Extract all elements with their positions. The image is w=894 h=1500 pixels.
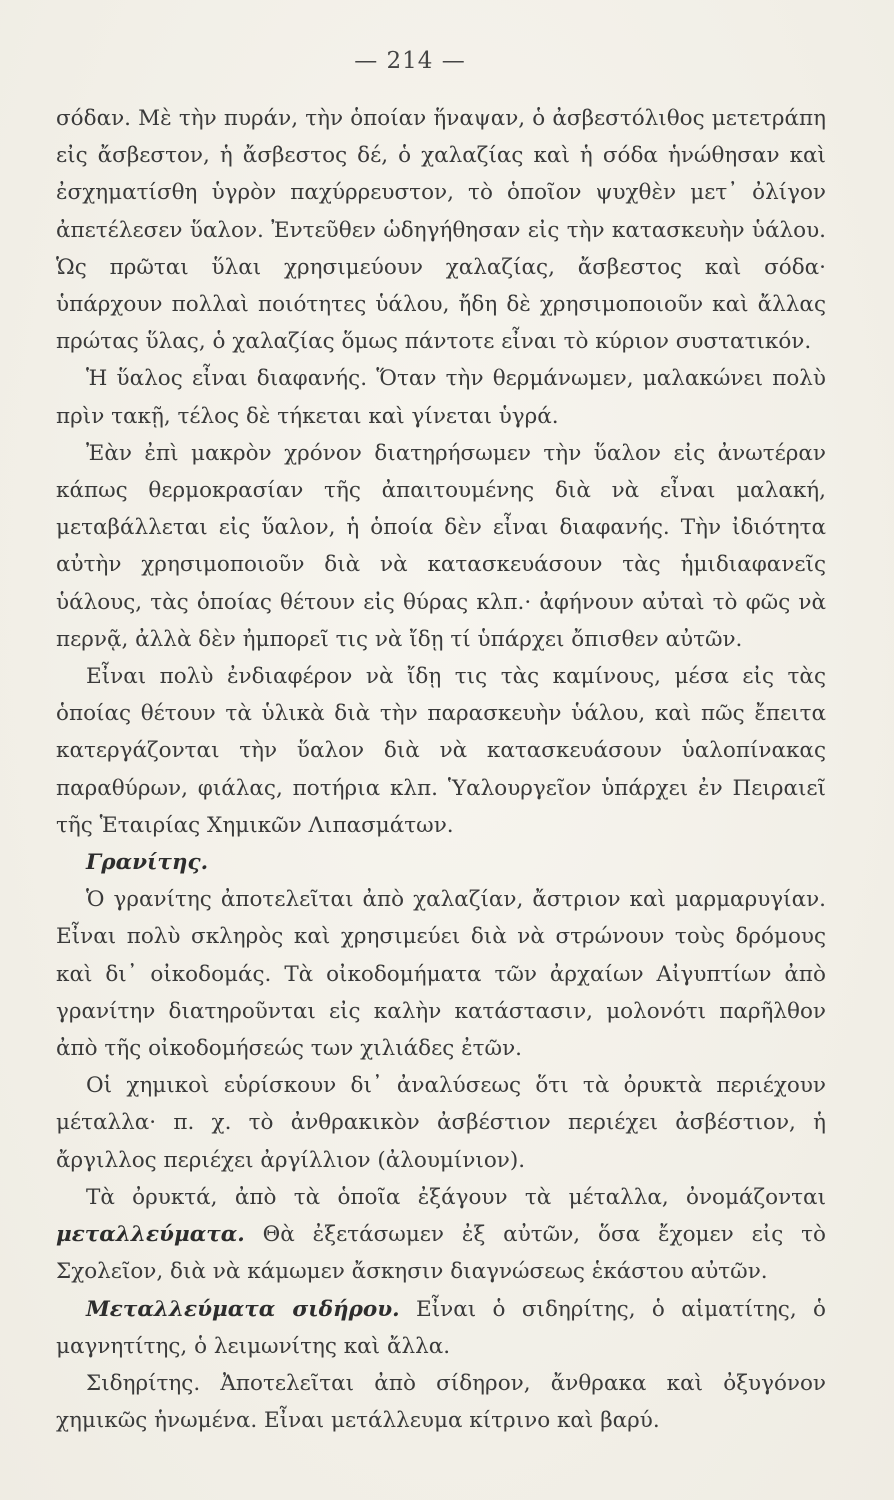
term-iron-ores: Μεταλλεύματα σιδήρου. — [86, 1296, 400, 1322]
paragraph-translucent-glass: Ἐὰν ἐπὶ μακρὸν χρόνον διατηρήσωμεν τὴν ὕαλον εἰς ἀνωτέραν κάπως θερμοκρασίαν τῆς ἀπαιτουμένης διὰ νὰ εἶναι μαλακή, μεταβάλλεται εἰς ὕαλον, ἡ ὁποία δὲν εἶναι διαφανής. Τὴν ἰδιότητα αὐτὴν χρησιμοποιοῦν διὰ νὰ κατασκευάσουν τὰς ἡμιδιαφανεῖς ὑάλους, τὰς ὁποίας θέτουν εἰς θύρας κλπ.· ἀφήνουν αὐταὶ τὸ φῶς νὰ περνᾷ, ἀλλὰ δὲν ἠμπορεῖ τις νὰ ἴδῃ τί ὑπάρχει ὄπισθεν αὐτῶν. — [56, 440, 826, 652]
page-number: — 214 — — [354, 48, 466, 74]
section-heading-granite: Γρανίτης. — [86, 850, 209, 876]
ores-intro: Τὰ ὀρυκτά, ἀπὸ τὰ ὁποῖα ἐξάγουν τὰ μέταλλα, ὀνομάζονται — [86, 1184, 826, 1210]
paragraph-granite: Ὁ γρανίτης ἀποτελεῖται ἀπὸ χαλαζίαν, ἄστριον καὶ μαρμαρυγίαν. Εἶναι πολὺ σκληρὸς καὶ χρησιμεύει διὰ νὰ στρώνουν τοὺς δρόμους καὶ δι᾿ οἰκοδομάς. Τὰ οἰκοδομήματα τῶν ἀρχαίων Αἰγυπτίων ἀπὸ γρανίτην διατηροῦνται εἰς καλὴν κατάστασιν, μολονότι παρῆλθον ἀπὸ τῆς οἰκοδομήσεώς των χιλιάδες ἐτῶν. — [56, 887, 826, 1062]
paragraph-glass-origin: σόδαν. Μὲ τὴν πυράν, τὴν ὁποίαν ἥναψαν, ὁ ἀσβεστόλιθος μετετράπη εἰς ἄσβεστον, ἡ ἄσβεστος δέ, ὁ χαλαζίας καὶ ἡ σόδα ἡνώθησαν καὶ ἐσχηματίσθη ὑγρὸν παχύρρευστον, τὸ ὁποῖον ψυχθὲν μετ᾿ ὀλίγον ἀπετέλεσεν ὕαλον. Ἐντεῦθεν ὡδηγήθησαν εἰς τὴν κατασκευὴν ὑάλου. Ὡς πρῶται ὕλαι χρησιμεύουν χαλαζίας, ἄσβεστος καὶ σόδα· ὑπάρχουν πολλαὶ ποιότητες ὑάλου, ἤδη δὲ χρησιμοποιοῦν καὶ ἄλλας πρώτας ὕλας, ὁ χαλαζίας ὅμως πάντοτε εἶναι τὸ κύριον συστατικόν. — [56, 106, 826, 355]
iron-ores-rest: Εἶναι ὁ σιδηρίτης, ὁ αἱματίτης, ὁ μαγνητίτης, ὁ λειμωνίτης καὶ ἄλλα. — [56, 1296, 826, 1359]
paragraph-minerals-metals: Οἱ χημικοὶ εὑρίσκουν δι᾿ ἀναλύσεως ὅτι τὰ ὀρυκτὰ περιέχουν μέταλλα· π. χ. τὸ ἀνθρακικὸν ἀσβέστιον περιέχει ἀσβέστιον, ἡ ἄργιλλος περιέχει ἀργίλλιον (ἀλουμίνιον). — [56, 1073, 826, 1173]
ores-rest: Θὰ ἐξετάσωμεν ἐξ αὐτῶν, ὅσα ἔχομεν εἰς τὸ Σχολεῖον, διὰ νὰ κάμωμεν ἄσκησιν διαγνώσεως ἑκάστου αὐτῶν. — [56, 1222, 826, 1285]
paragraph-glass-furnaces: Εἶναι πολὺ ἐνδιαφέρον νὰ ἴδῃ τις τὰς καμίνους, μέσα εἰς τὰς ὁποίας θέτουν τὰ ὑλικὰ διὰ τὴν παρασκευὴν ὑάλου, καὶ πῶς ἔπειτα κατεργάζονται τὴν ὕαλον διὰ νὰ κατασκευάσουν ὑαλοπίνακας παραθύρων, φιάλας, ποτήρια κλπ. Ὑαλουργεῖον ὑπάρχει ἐν Πειραιεῖ τῆς Ἑταιρίας Χημικῶν Λιπασμάτων. — [56, 664, 826, 838]
paragraph-siderite: Σιδηρίτης. Ἀποτελεῖται ἀπὸ σίδηρον, ἄνθρακα καὶ ὀξυγόνον χημικῶς ἡνωμένα. Εἶναι μετάλλευμα κίτρινο καὶ βαρύ. — [56, 1370, 826, 1434]
paragraph-iron-ores — [56, 1291, 826, 1365]
page-body — [56, 100, 826, 1439]
paragraph-glass-properties: Ἡ ὕαλος εἶναι διαφανής. Ὅταν τὴν θερμάνωμεν, μαλακώνει πολὺ πρὶν τακῇ, τέλος δὲ τήκεται καὶ γίνεται ὑγρά. — [56, 366, 826, 429]
term-ores: μεταλλεύματα. — [56, 1222, 245, 1248]
paragraph-ores — [56, 1179, 826, 1291]
